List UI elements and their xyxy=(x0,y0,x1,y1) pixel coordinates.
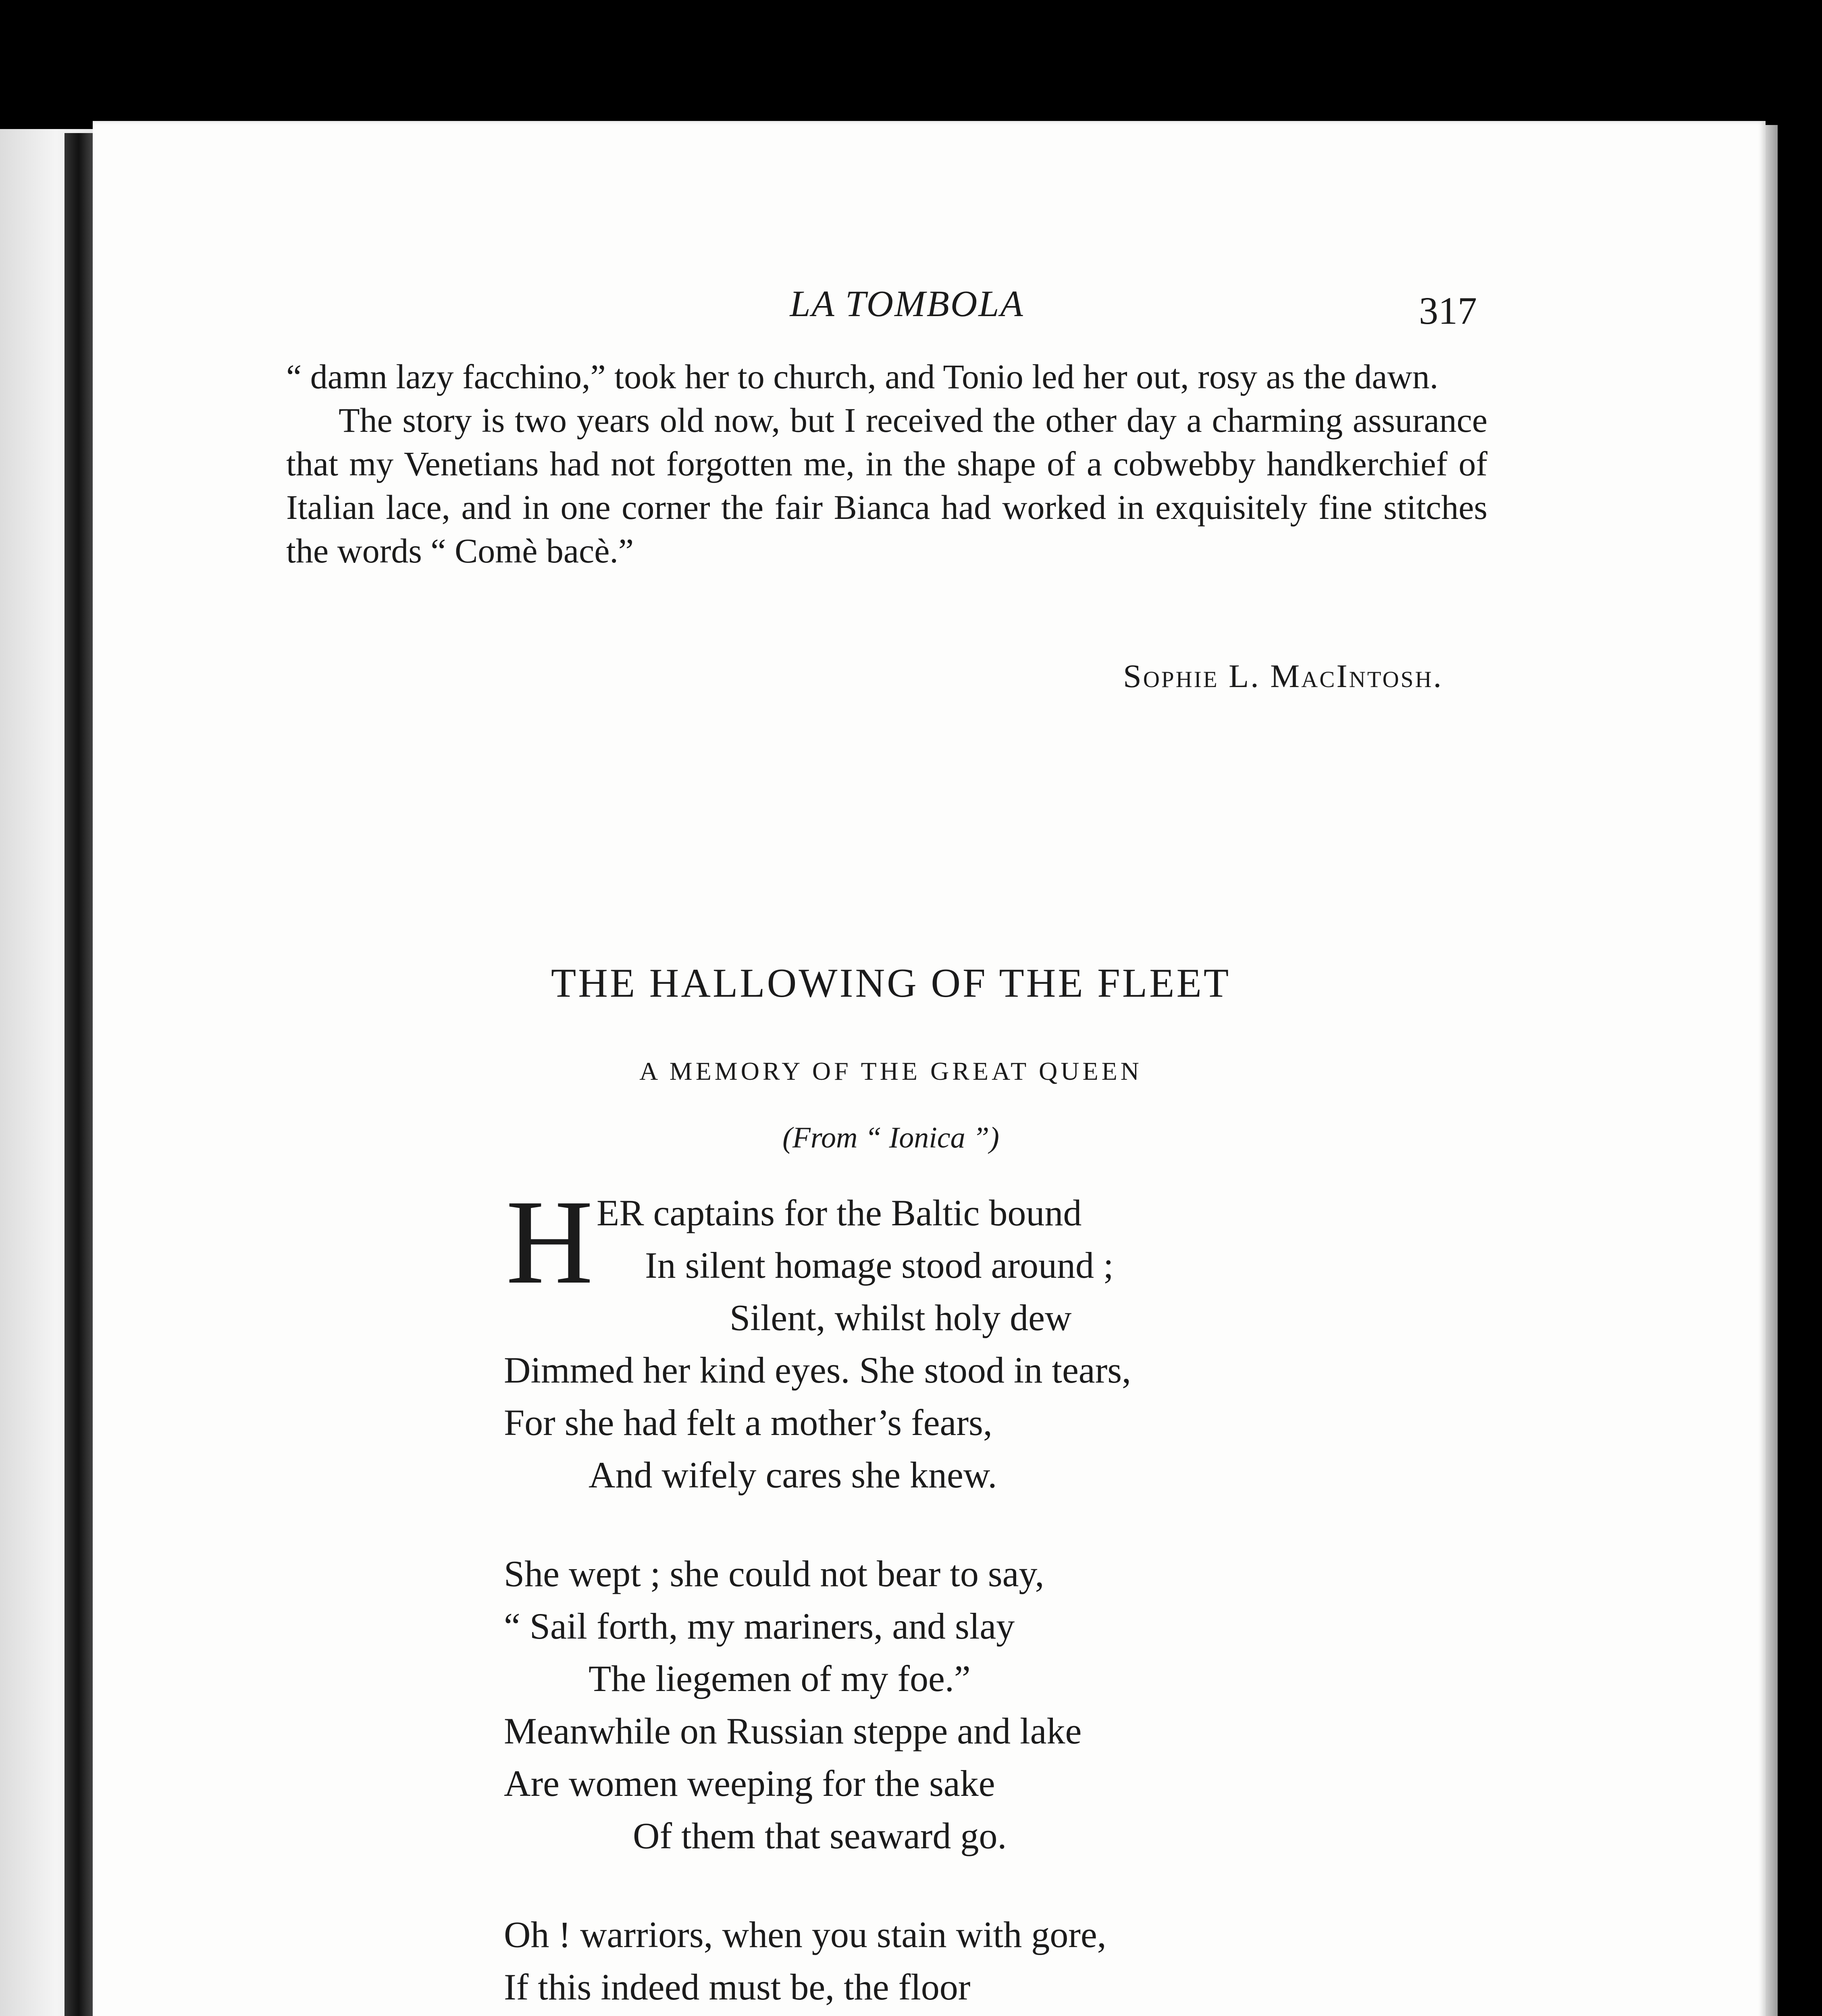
poem-line: If this indeed must be, the floor xyxy=(504,1966,971,2008)
poem-source: (From “ Ionica ”) xyxy=(782,1121,999,1154)
poem-line: Dimmed her kind eyes. She stood in tears, xyxy=(504,1350,1131,1391)
poem-line: Meanwhile on Russian steppe and lake xyxy=(504,1710,1082,1752)
poem-line: Oh ! warriors, when you stain with gore, xyxy=(504,1914,1107,1955)
prose-paragraph-2: The story is two years old now, but I received the other day a charming assurance that my Venetians had not forgotten me, in the shape of a cobwebby handkerchief of Italian lace, and in one corner the fair Bianca had worked in exquisitely fine stitches the words “ Comè bacè.” xyxy=(286,401,1487,570)
signature-macintosh: Sophie L. MacIntosh. xyxy=(1123,658,1443,694)
poem-line: The liegemen of my foe.” xyxy=(589,1658,971,1699)
page-number: 317 xyxy=(1419,289,1477,332)
poem-line: She wept ; she could not bear to say, xyxy=(504,1553,1044,1594)
page-edge-shadow xyxy=(1766,125,1778,2016)
poem-subtitle: A MEMORY OF THE GREAT QUEEN xyxy=(639,1057,1142,1085)
poem-line: “ Sail forth, my mariners, and slay xyxy=(504,1606,1015,1647)
poem-line: And wifely cares she knew. xyxy=(589,1454,997,1495)
poem-line: Of them that seaward go. xyxy=(633,1815,1007,1856)
running-head: LA TOMBOLA xyxy=(790,283,1024,324)
prose-block xyxy=(286,355,1487,573)
poem-line: ER captains for the Baltic bound xyxy=(597,1192,1082,1233)
poem-line: In silent homage stood around ; xyxy=(645,1245,1114,1286)
book-spine xyxy=(64,133,93,2016)
prose-paragraph-1: “ damn lazy facchino,” took her to church, and Tonio led her out, rosy as the dawn. xyxy=(286,357,1439,396)
poem-line: Are women weeping for the sake xyxy=(504,1763,995,1804)
poem-title: THE HALLOWING OF THE FLEET xyxy=(551,960,1231,1006)
drop-cap: H xyxy=(506,1175,593,1309)
poem-line: Silent, whilst holy dew xyxy=(730,1297,1072,1338)
poem-line: For she had felt a mother’s fears, xyxy=(504,1402,992,1443)
